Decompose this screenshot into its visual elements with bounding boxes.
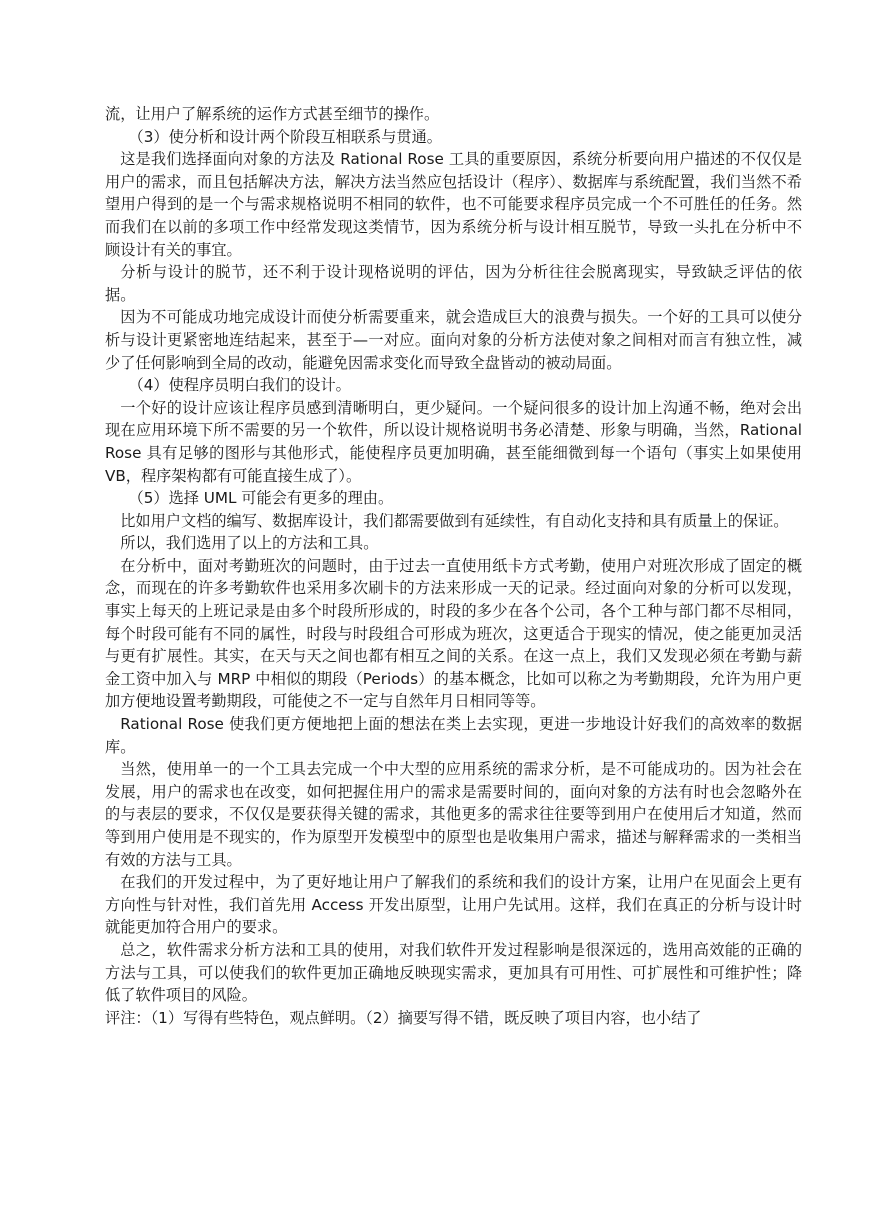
paragraph: 比如用户文档的编写、数据库设计，我们都需要做到有延续性，有自动化支持和具有质量上的保证。	[120, 511, 789, 530]
paragraph: Rational Rose 使我们更方便地把上面的想法在类上去实现，更进一步地设计好我们的高效率的数据库。	[105, 715, 802, 756]
paragraph-point-5: （5）选择 UML 可能会有更多的理由。	[128, 489, 394, 508]
paragraph: 一个好的设计应该让程序员感到清晰明白，更少疑问。一个疑问很多的设计加上沟通不畅，绝对会出现在应用环境下所不需要的另一个软件，所以设计规格说明书务必清楚、形象与明确，当然，Rational Rose 具有足够的图形与其他形式，能使程序员更加明确，甚至能细微到每一个语句（事实上如果使用 VB，程序架构都有可能直接生成了）。	[105, 398, 802, 485]
paragraph: 分析与设计的脱节，还不利于设计现格说明的评估，因为分析往往会脱离现实，导致缺乏评估的依据。	[105, 263, 802, 304]
paragraph: 因为不可能成功地完成设计而使分析需要重来，就会造成巨大的浪费与损失。一个好的工具可以使分析与设计更紧密地连结起来，甚至于—一对应。面向对象的分析方法使对象之间相对而言有独立性，减少了任何影响到全局的改动，能避免因需求变化而导致全盘皆动的被动局面。	[105, 308, 802, 372]
paragraph: 在我们的开发过程中，为了更好地让用户了解我们的系统和我们的设计方案，让用户在见面会上更有方向性与针对性，我们首先用 Access 开发出原型，让用户先试用。这样，我们在真正的分析与设计时就能更加符合用户的要求。	[105, 873, 802, 937]
paragraph-continuation: 流，让用户了解系统的运作方式甚至细节的操作。	[105, 105, 440, 123]
paragraph-point-3: （3）使分析和设计两个阶段互相联系与贯通。	[128, 127, 442, 146]
paragraph-point-4: （4）使程序员明白我们的设计。	[128, 376, 351, 395]
document-body	[105, 103, 802, 1029]
paragraph: 所以，我们选用了以上的方法和工具。	[120, 534, 379, 553]
paragraph: 这是我们选择面向对象的方法及 Rational Rose 工具的重要原因，系统分析要向用户描述的不仅仅是用户的需求，而且包括解决方法，解决方法当然应包括设计（程序）、数据库与系统配置，我们当然不希望用户得到的是一个与需求规格说明不相同的软件，也不可能要求程序员完成一个不可胜任的任务。然而我们在以前的多项工作中经常发现这类情节，因为系统分析与设计相互脱节，导致一头扎在分析中不顾设计有关的事宜。	[105, 150, 802, 259]
paragraph: 在分析中，面对考勤班次的问题时，由于过去一直使用纸卡方式考勤，使用户对班次形成了固定的概念，而现在的许多考勤软件也采用多次刷卡的方法来形成一天的记录。经过面向对象的分析可以发现，事实上每天的上班记录是由多个时段所形成的，时段的多少在各个公司，各个工种与部门都不尽相同，每个时段可能有不同的属性，时段与时段组合可形成为班次，这更适合于现实的情况，使之能更加灵活与更有扩展性。其实，在天与天之间也都有相互之间的关系。在这一点上，我们又发现必须在考勤与薪金工资中加入与 MRP 中相似的期段（Periods）的基本概念，比如可以称之为考勤期段，允许为用户更加方便地设置考勤期段，可能使之不一定与自然年月日相同等等。	[105, 556, 802, 711]
paragraph-review-comment: 评注：（1）写得有些特色，观点鲜明。（2）摘要写得不错，既反映了项目内容，也小结了	[105, 1008, 702, 1027]
paragraph: 总之，软件需求分析方法和工具的使用，对我们软件开发过程影响是很深远的，选用高效能的正确的方法与工具，可以使我们的软件更加正确地反映现实需求，更加具有可用性、可扩展性和可维护性；降低了软件项目的风险。	[105, 940, 802, 1005]
paragraph: 当然，使用单一的一个工具去完成一个中大型的应用系统的需求分析，是不可能成功的。因为社会在发展，用户的需求也在改变，如何把握住用户的需求是需要时间的，面向对象的方法有时也会忽略外在的与表层的要求，不仅仅是要获得关键的需求，其他更多的需求往往要等到用户在使用后才知道，然而等到用户使用是不现实的，作为原型开发模型中的原型也是收集用户需求，描述与解释需求的一类相当有效的方法与工具。	[105, 760, 802, 869]
